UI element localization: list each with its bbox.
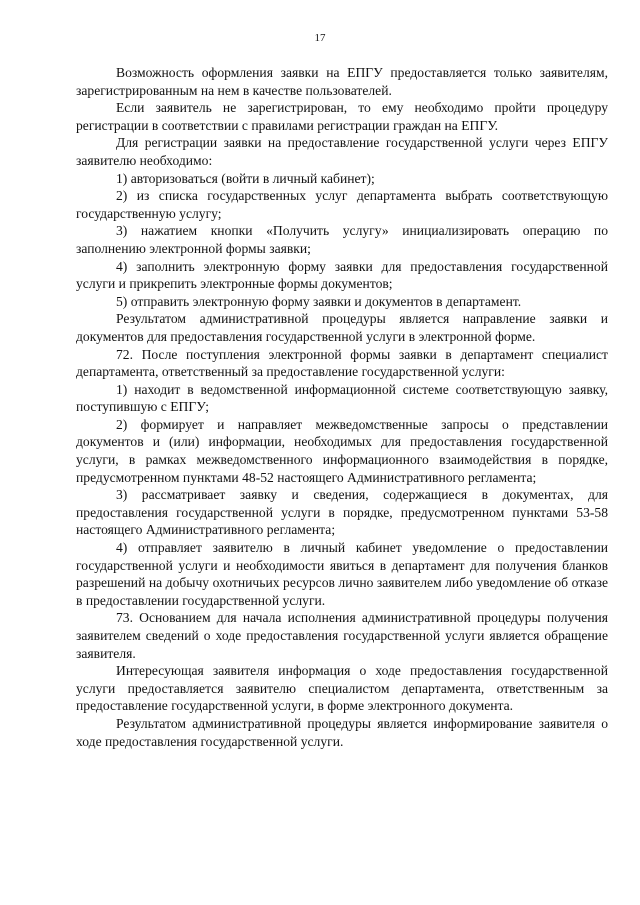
paragraph-registration-steps-intro: Для регистрации заявки на предоставление государственной услуги через ЕПГУ заявителю необходимо: [76, 135, 608, 168]
list-item-72-4: 4) отправляет заявителю в личный кабинет уведомление о предоставлении государственной услуги и необходимости явиться в департамент для получения бланков разрешений на добычу охотничьих ресурсов лично заявителем либо уведомление об отказе в предоставлении государственной услуги. [76, 540, 608, 608]
paragraph-section-73: 73. Основанием для начала исполнения административной процедуры получения заявителем сведений о ходе предоставления государственной услуги является обращение заявителя. [76, 610, 608, 661]
list-item-step-4: 4) заполнить электронную форму заявки для предоставления государственной услуги и прикрепить электронные формы документов; [76, 258, 608, 292]
paragraph-epgu-availability: Возможность оформления заявки на ЕПГУ предоставляется только заявителям, зарегистрированным на нем в качестве пользователей. [76, 65, 608, 98]
list-item-72-2: 2) формирует и направляет межведомственные запросы о представлении документов и (или) информации, необходимых для предоставления государственной услуги, в рамках межведомственного информационного взаимодействия в порядке, предусмотренном пунктами 48-52 настоящего Административного регламента; [76, 416, 608, 485]
document-body [76, 64, 608, 750]
paragraph-procedure-result: Результатом административной процедуры является направление заявки и документов для предоставления государственной услуги в электронной форме. [76, 311, 608, 344]
page-number: 17 [314, 32, 326, 44]
paragraph-final-result: Результатом административной процедуры является информирование заявителя о ходе предоставления государственной услуги. [76, 715, 608, 749]
paragraph-section-72: 72. После поступления электронной формы заявки в департамент специалист департамента, ответственный за предоставление государственной услуги: [76, 346, 608, 380]
paragraph-registration-required: Если заявитель не зарегистрирован, то ему необходимо пройти процедуру регистрации в соответствии с правилами регистрации граждан на ЕПГУ. [76, 100, 608, 133]
list-item-step-2: 2) из списка государственных услуг департамента выбрать соответствующую государственную услугу; [76, 188, 608, 221]
paragraph-information-provision: Интересующая заявителя информация о ходе предоставления государственной услуги предоставляется заявителю специалистом департамента, ответственным за предоставление государственной услуги, в форме электронного документа. [76, 663, 608, 714]
list-item-72-1: 1) находит в ведомственной информационной системе соответствующую заявку, поступившую с ЕПГУ; [76, 381, 608, 415]
list-item-step-5: 5) отправить электронную форму заявки и документов в департамент. [116, 293, 522, 309]
list-item-step-1: 1) авторизоваться (войти в личный кабинет); [116, 170, 375, 186]
list-item-step-3: 3) нажатием кнопки «Получить услугу» инициализировать операцию по заполнению электронной формы заявки; [76, 223, 608, 256]
list-item-72-3: 3) рассматривает заявку и сведения, содержащиеся в документах, для предоставления государственной услуги в порядке, предусмотренном пунктами 53-58 настоящего Административного регламента; [76, 487, 608, 538]
